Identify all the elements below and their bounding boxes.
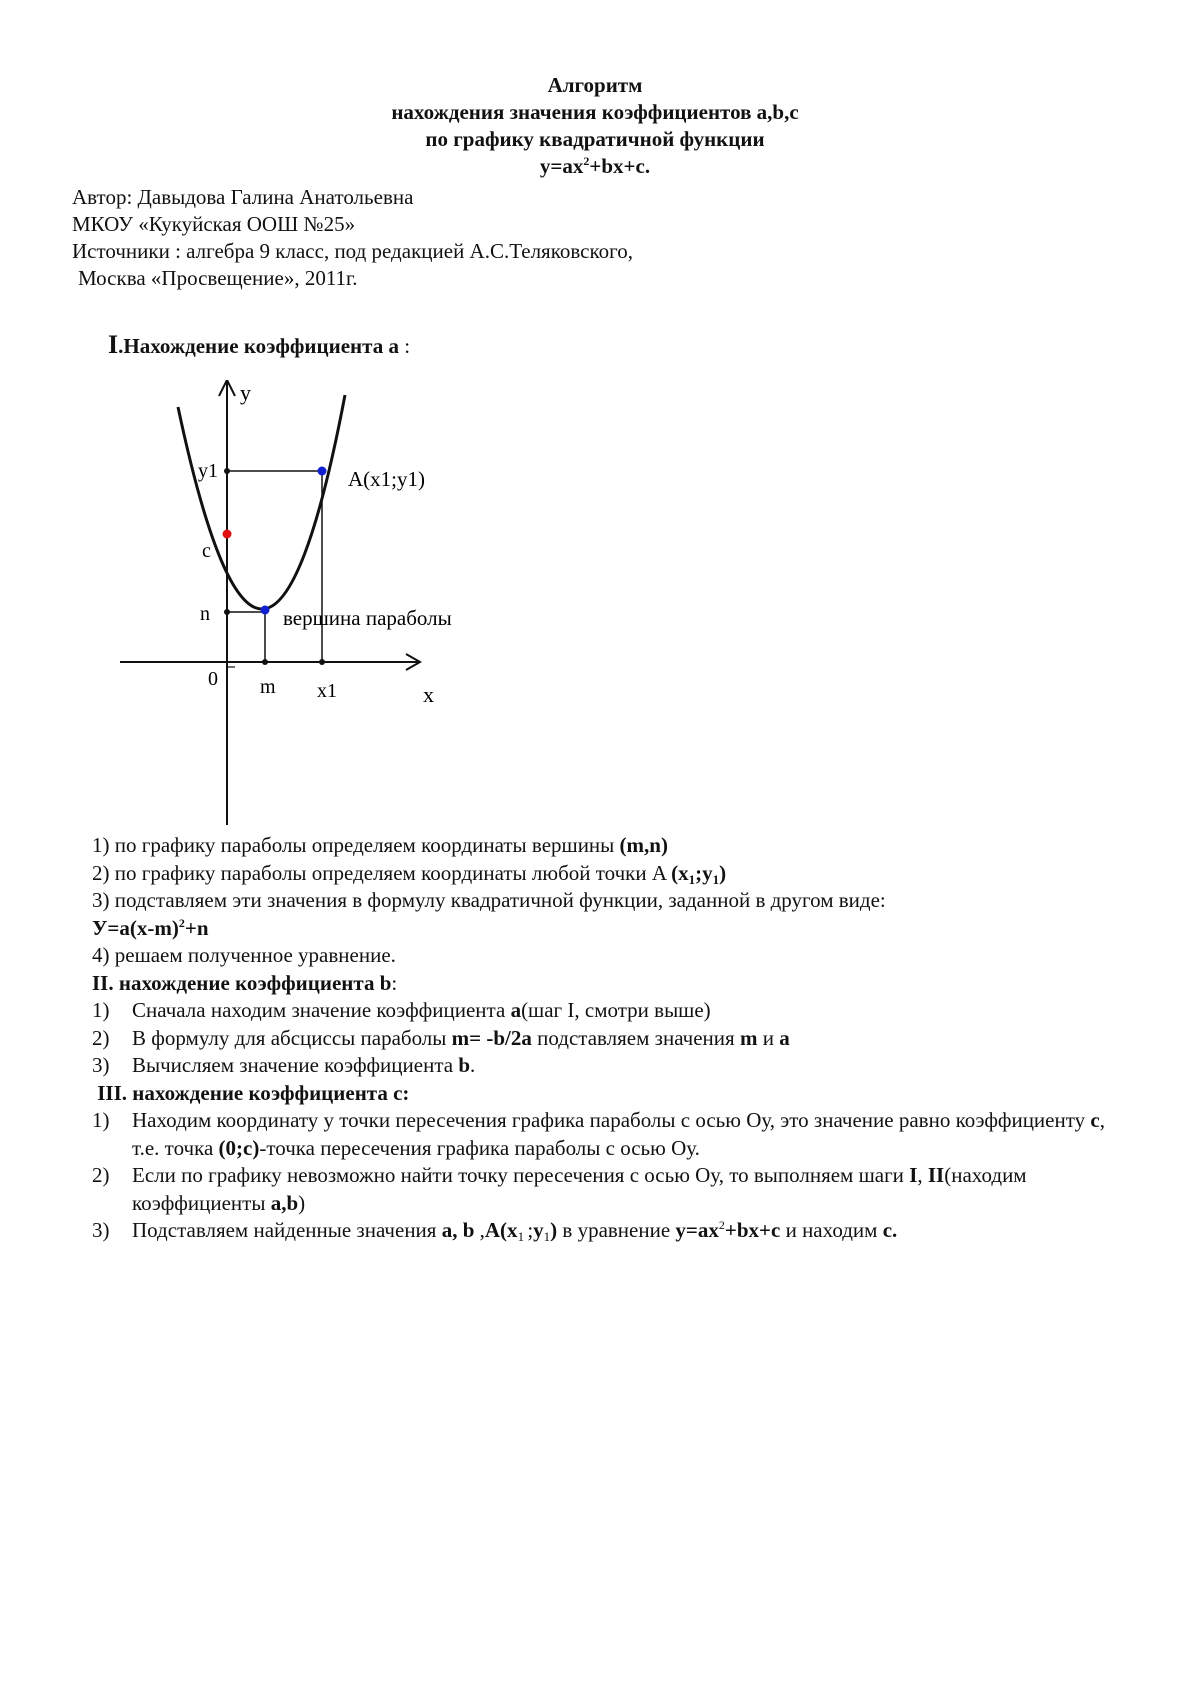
item-text: и находим xyxy=(780,1218,883,1242)
step-bold: (x xyxy=(671,860,689,885)
section-numeral: I xyxy=(108,330,119,359)
x-axis-label: x xyxy=(423,682,434,707)
step-a-3: 3) подставляем эти значения в формулу квадратичной функции, заданной в другом виде: xyxy=(92,888,886,912)
parabola-curve xyxy=(178,395,345,609)
step-bold: ) xyxy=(719,860,727,885)
title-line-2: нахождения значения коэффициентов a,b,c xyxy=(391,100,799,124)
step-a-1 xyxy=(92,832,1112,860)
item-text: в уравнение xyxy=(557,1218,676,1242)
publisher-line: Москва «Просвещение», 2011г. xyxy=(78,266,358,290)
item-text: Подставляем найденные значения xyxy=(132,1218,442,1242)
item-bold: a xyxy=(779,1025,790,1050)
item-number: 3) xyxy=(92,1218,110,1242)
item-text: (шаг I, смотри выше) xyxy=(521,998,711,1022)
step-c-2 xyxy=(92,1162,1112,1217)
step-b-2 xyxy=(92,1025,1112,1053)
x1-label: x1 xyxy=(317,680,337,702)
y1-label: y1 xyxy=(198,460,218,482)
item-bold: c. xyxy=(882,1218,898,1242)
c-label: c xyxy=(202,540,211,562)
item-bold: ) xyxy=(550,1218,558,1242)
n-tick xyxy=(224,609,230,615)
vertex-label: вершина параболы xyxy=(283,606,452,630)
item-text: . xyxy=(470,1053,476,1077)
title-block xyxy=(0,72,1190,180)
author-line: Автор: Давыдова Галина Анатольевна xyxy=(72,185,414,209)
item-bold: a,b xyxy=(270,1190,299,1215)
item-text: и xyxy=(757,1025,780,1050)
y-axis-label: y xyxy=(240,380,251,405)
meta-block xyxy=(72,184,633,292)
step-sub: 1 xyxy=(712,871,720,887)
title-line-3: по графику квадратичной функции xyxy=(425,127,765,151)
point-a xyxy=(318,467,327,476)
item-bold: y=ax xyxy=(675,1218,719,1242)
m-label: m xyxy=(260,676,276,698)
step-c-3 xyxy=(92,1217,1112,1245)
school-line: МКОУ «Кукуйская ООШ №25» xyxy=(72,212,356,236)
x1-tick xyxy=(319,659,325,665)
formula-part: +n xyxy=(184,915,209,940)
section-3-heading: III. нахождение коэффициента c: xyxy=(92,1080,410,1105)
item-bold: a, b xyxy=(441,1218,475,1242)
section-1-heading xyxy=(108,330,410,360)
c-point xyxy=(223,530,232,539)
item-number: 1) xyxy=(92,998,110,1022)
item-number: 2) xyxy=(92,1025,110,1050)
item-text: В формулу для абсциссы параболы xyxy=(132,1025,452,1050)
algorithm-body xyxy=(92,832,1112,1245)
vertex-formula xyxy=(92,915,1112,943)
point-a-label: A(x1;y1) xyxy=(348,467,425,491)
step-sub: 1 xyxy=(688,871,696,887)
sources-line: Источники : алгебра 9 класс, под редакцией А.С.Теляковского, xyxy=(72,239,633,263)
step-text: 1) по графику параболы определяем координаты вершины xyxy=(92,833,620,857)
item-bold: c xyxy=(1090,1108,1100,1132)
step-bold: (m,n) xyxy=(619,833,668,857)
item-text: , xyxy=(474,1218,485,1242)
item-bold: y xyxy=(533,1218,544,1242)
item-bold: I xyxy=(909,1163,918,1187)
item-text: , т.е. точка xyxy=(132,1108,1105,1160)
item-text: подставляем значения xyxy=(531,1025,740,1050)
section-title: II. нахождение коэффициента xyxy=(92,970,380,995)
n-label: n xyxy=(200,603,210,625)
y1-tick xyxy=(224,468,230,474)
section-2-heading xyxy=(92,970,1112,998)
parabola-graph xyxy=(110,380,550,830)
formula-sup: 2 xyxy=(178,915,185,930)
formula-sup: 2 xyxy=(583,154,590,168)
title-line-1: Алгоритм xyxy=(547,73,643,97)
item-bold: A(x xyxy=(484,1218,518,1242)
item-bold: II xyxy=(927,1163,945,1187)
formula-part: +bx+c. xyxy=(589,154,651,178)
step-c-1 xyxy=(92,1107,1112,1162)
section-title: .Нахождение коэффициента a xyxy=(118,334,399,358)
step-bold: ;y xyxy=(695,860,713,885)
item-sup: 2 xyxy=(718,1218,725,1232)
item-text: -точка пересечения графика параболы с осью Оу. xyxy=(259,1135,700,1160)
item-text: Вычисляем значение коэффициента xyxy=(132,1053,459,1077)
item-text: Сначала находим значение коэффициента xyxy=(132,998,511,1022)
item-text: , xyxy=(917,1163,928,1187)
section-colon: : xyxy=(391,970,398,995)
m-tick xyxy=(262,659,268,665)
section-letter: b xyxy=(379,970,392,995)
item-sub: 1 xyxy=(543,1229,551,1244)
item-text: Находим координату y точки пересечения графика параболы с осью Оу, это значение равно коэффициенту xyxy=(132,1108,1091,1132)
item-bold: m= -b/2a xyxy=(451,1025,532,1050)
item-number: 1) xyxy=(92,1108,110,1132)
item-number: 3) xyxy=(92,1053,110,1077)
step-a-4: 4) решаем полученное уравнение. xyxy=(92,943,396,967)
step-b-3 xyxy=(92,1052,1112,1080)
item-bold: b xyxy=(458,1053,471,1077)
formula-part: y=ax xyxy=(539,154,584,178)
item-text: ; xyxy=(527,1218,534,1242)
item-bold: +bx+c xyxy=(724,1218,781,1242)
section-colon: : xyxy=(398,334,411,358)
title-formula xyxy=(0,153,1190,180)
item-bold: (0;c) xyxy=(218,1135,260,1160)
item-bold: m xyxy=(739,1025,758,1050)
formula-part: У=a(x-m) xyxy=(92,915,179,940)
origin-label: 0 xyxy=(208,668,218,690)
step-b-1 xyxy=(92,997,1112,1025)
item-sub: 1 xyxy=(517,1229,528,1244)
step-text: 2) по графику параболы определяем координаты любой точки A xyxy=(92,860,672,885)
item-text: Если по графику невозможно найти точку пересечения с осью Оу, то выполняем шаги xyxy=(132,1163,910,1187)
item-text: ) xyxy=(298,1190,306,1215)
item-bold: a xyxy=(510,998,522,1022)
item-text: (находим коэффициенты xyxy=(132,1163,1027,1215)
item-number: 2) xyxy=(92,1163,110,1187)
vertex-point xyxy=(261,606,270,615)
step-a-2 xyxy=(92,860,1112,888)
